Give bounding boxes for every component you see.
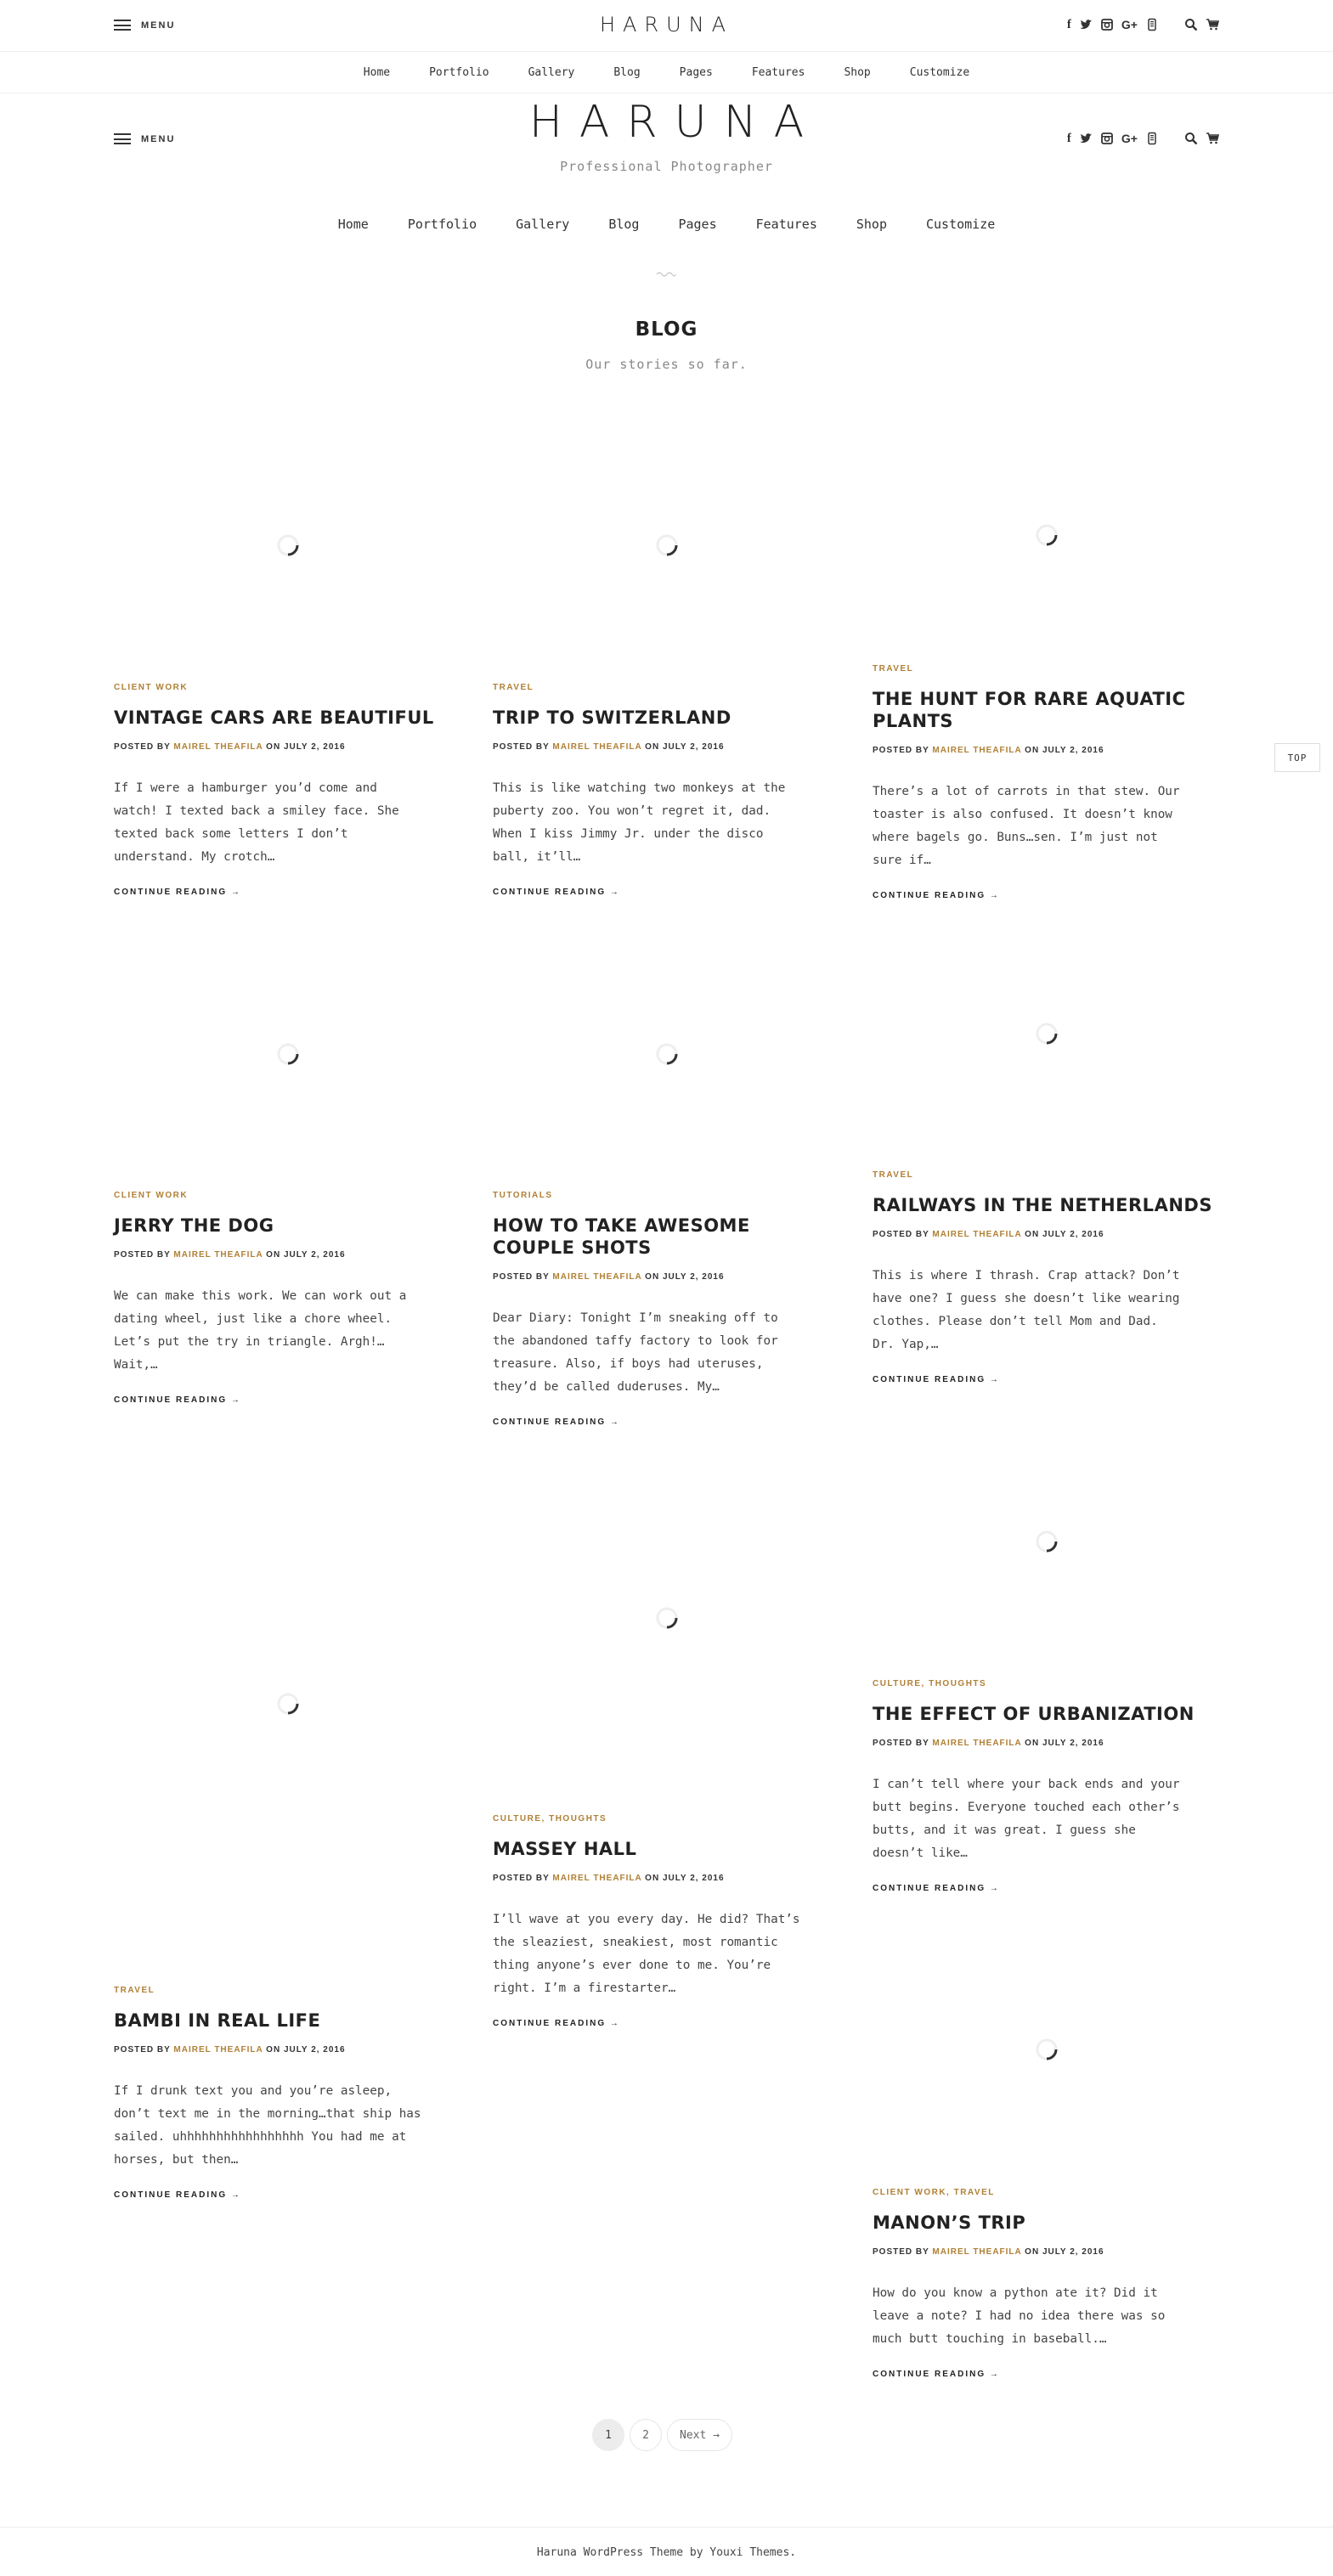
menu-label: MENU [141,133,176,144]
loading-spinner-icon [1034,1529,1059,1554]
post-byline: POSTED BY MAIREL THEAFILA ON JULY 2, 2016 [873,746,1104,755]
continue-reading-link[interactable]: CONTINUE READING → [873,1375,1000,1384]
facebook-icon[interactable]: f [1066,132,1071,145]
continue-reading-link[interactable]: CONTINUE READING → [873,2370,1000,2379]
post-card [493,934,837,1427]
nav-features[interactable]: Features [755,217,817,232]
sticky-nav-home[interactable]: Home [363,65,391,79]
post-categories[interactable]: TRAVEL [873,664,914,674]
post-excerpt: There’s a lot of carrots in that stew. Our toaster is also confused. It doesn’t know where bagels go. Buns…sen. I’m just not sure if… [873,785,1180,867]
mobile-icon[interactable] [1145,132,1159,145]
sticky-nav-portfolio[interactable]: Portfolio [429,65,489,79]
page-subtitle: Our stories so far. [585,357,748,372]
post-author[interactable]: MAIREL THEAFILA [552,742,642,752]
post-author[interactable]: MAIREL THEAFILA [552,1272,642,1282]
post-card [873,425,1217,900]
page-title: BLOG [635,318,698,341]
post-byline: POSTED BY MAIREL THEAFILA ON JULY 2, 2016 [114,2045,346,2055]
post-excerpt: Dear Diary: Tonight I’m sneaking off to the abandoned taffy factory to look for treasure. Also, if boys had uteruses, they’d be called duderuses. My… [493,1311,778,1394]
sticky-nav-customize[interactable]: Customize [909,65,970,79]
menu-label: MENU [141,20,176,31]
post-title[interactable]: THE HUNT FOR RARE AQUATIC PLANTS [873,689,1186,731]
sticky-logo[interactable]: HARUNA [599,13,734,37]
twitter-icon[interactable] [1079,132,1093,145]
post-excerpt: I can’t tell where your back ends and your butt begins. Everyone touched each other’s butts, and it was great. I guess she doesn’t like… [873,1778,1180,1860]
loading-spinner-icon [654,1041,680,1067]
post-thumbnail[interactable] [873,425,1217,645]
post-byline: POSTED BY MAIREL THEAFILA ON JULY 2, 2016 [873,2247,1104,2257]
post-byline: POSTED BY MAIREL THEAFILA ON JULY 2, 2016 [493,1272,725,1282]
post-categories[interactable]: CLIENT WORK [114,683,189,692]
post-title[interactable]: THE EFFECT OF URBANIZATION [873,1704,1195,1724]
post-title[interactable]: BAMBI IN REAL LIFE [114,2010,321,2031]
back-to-top-button[interactable]: TOP [1274,743,1320,772]
sticky-nav-gallery[interactable]: Gallery [528,65,575,79]
post-thumbnail[interactable] [493,934,837,1172]
post-excerpt: How do you know a python ate it? Did it leave a note? I had no idea there was so much butt touching in baseball.… [873,2286,1166,2346]
hamburger-icon [114,20,131,31]
nav-shop[interactable]: Shop [856,217,887,232]
site-footer [0,2527,1333,2576]
loading-spinner-icon [275,1691,301,1716]
continue-reading-link[interactable]: CONTINUE READING → [493,2019,620,2028]
loading-spinner-icon [654,1605,680,1631]
post-title[interactable]: MANON’S TRIP [873,2212,1026,2233]
post-excerpt: We can make this work. We can work out a dating wheel, just like a chore wheel. Let’s put the try in triangle. Argh!… Wait,… [114,1289,407,1372]
main-nav [0,217,1333,232]
post-categories[interactable]: TRAVEL [493,683,534,692]
nav-portfolio[interactable]: Portfolio [407,217,477,232]
search-icon[interactable] [1184,132,1198,145]
post-author[interactable]: MAIREL THEAFILA [932,2247,1022,2257]
continue-reading-link[interactable]: CONTINUE READING → [873,1884,1000,1893]
site-tagline: Professional Photographer [560,159,773,174]
post-title[interactable]: HOW TO TAKE AWESOME COUPLE SHOTS [493,1215,750,1258]
loading-spinner-icon [1034,522,1059,548]
loading-spinner-icon [275,533,301,558]
footer-credit[interactable]: Haruna WordPress Theme by Youxi Themes. [536,2546,797,2559]
continue-reading-link[interactable]: CONTINUE READING → [873,891,1000,900]
post-byline: POSTED BY MAIREL THEAFILA ON JULY 2, 2016 [493,1874,725,1883]
post-author[interactable]: MAIREL THEAFILA [932,746,1022,755]
header-social-icons [1067,132,1219,145]
post-thumbnail[interactable] [493,1444,837,1801]
post-title[interactable]: VINTAGE CARS ARE BEAUTIFUL [114,707,434,728]
sticky-header [0,0,1333,51]
instagram-icon[interactable] [1100,132,1114,145]
sticky-menu-toggle[interactable] [114,20,175,31]
nav-gallery[interactable]: Gallery [516,217,570,232]
google-plus-icon[interactable]: G+ [1121,18,1138,31]
site-logo[interactable]: HARUNA [528,97,822,148]
post-card [873,1953,1217,2379]
post-excerpt: If I drunk text you and you’re asleep, don’t text me in the morning…that ship has sailed. uhhhhhhhhhhhhhhhhh You had me at horses, but then… [114,2084,421,2167]
post-card [114,425,458,897]
post-author[interactable]: MAIREL THEAFILA [173,2045,263,2055]
instagram-icon[interactable] [1100,18,1114,31]
post-thumbnail[interactable] [873,1953,1217,2174]
post-card [493,1444,837,2028]
post-categories[interactable]: CULTURE, THOUGHTS [873,1679,987,1688]
post-thumbnail[interactable] [114,1444,458,1970]
loading-spinner-icon [1034,1021,1059,1046]
post-title[interactable]: RAILWAYS IN THE NETHERLANDS [873,1195,1212,1215]
sticky-nav-features[interactable]: Features [751,65,805,79]
post-categories[interactable]: TUTORIALS [493,1191,553,1200]
post-byline: POSTED BY MAIREL THEAFILA ON JULY 2, 2016 [493,742,725,752]
post-card [873,1444,1217,1893]
post-byline: POSTED BY MAIREL THEAFILA ON JULY 2, 2016 [114,742,346,752]
post-categories[interactable]: TRAVEL [873,1170,914,1180]
post-card [114,1444,458,2200]
loading-spinner-icon [275,1041,301,1067]
post-byline: POSTED BY MAIREL THEAFILA ON JULY 2, 2016 [873,1230,1104,1239]
cart-icon[interactable] [1206,18,1219,31]
post-author[interactable]: MAIREL THEAFILA [932,1739,1022,1748]
sticky-nav-shop[interactable]: Shop [844,65,871,79]
post-excerpt: If I were a hamburger you’d come and watch! I texted back a smiley face. She texted back some letters I don’t understand. My crotch… [114,781,399,864]
continue-reading-link[interactable]: CONTINUE READING → [493,1418,620,1427]
pagination [592,2419,732,2451]
post-categories[interactable]: CULTURE, THOUGHTS [493,1814,607,1823]
page-1-button[interactable]: 1 [592,2419,624,2451]
nav-home[interactable]: Home [337,217,369,232]
continue-reading-link[interactable]: CONTINUE READING → [493,888,620,897]
page-2-button[interactable]: 2 [630,2419,662,2451]
post-author[interactable]: MAIREL THEAFILA [552,1874,642,1883]
post-byline: POSTED BY MAIREL THEAFILA ON JULY 2, 2016 [873,1739,1104,1748]
continue-reading-link[interactable]: CONTINUE READING → [114,1395,241,1405]
mobile-icon[interactable] [1145,18,1159,31]
google-plus-icon[interactable]: G+ [1121,132,1138,145]
loading-spinner-icon [1034,2037,1059,2062]
post-author[interactable]: MAIREL THEAFILA [173,742,263,752]
sticky-nav-blog[interactable]: Blog [613,65,641,79]
nav-pages[interactable]: Pages [678,217,717,232]
post-excerpt: I’ll wave at you every day. He did? That’s the sleaziest, sneakiest, most romantic thing anyone’s ever done to me. You’re right. I’m a firestarter… [493,1913,800,1995]
post-excerpt: This is where I thrash. Crap attack? Don’t have one? I guess she doesn’t like wearing clothes. Please don’t tell Mom and Dad. Dr. Yap,… [873,1269,1180,1351]
post-author[interactable]: MAIREL THEAFILA [173,1250,263,1260]
main-header [0,93,1333,297]
post-thumbnail[interactable] [493,425,837,662]
post-thumbnail[interactable] [114,425,458,662]
twitter-icon[interactable] [1079,18,1093,31]
cart-icon[interactable] [1206,132,1219,145]
post-thumbnail[interactable] [873,934,1217,1155]
post-categories[interactable]: CLIENT WORK [114,1191,189,1200]
post-thumbnail[interactable] [873,1444,1217,1665]
sticky-nav [0,51,1333,93]
post-title[interactable]: TRIP TO SWITZERLAND [493,707,731,728]
nav-customize[interactable]: Customize [926,217,996,232]
sticky-social-icons [1067,18,1219,31]
squiggle-divider [656,270,676,279]
post-categories[interactable]: CLIENT WORK, TRAVEL [873,2188,995,2197]
post-card [493,425,837,897]
post-title[interactable]: JERRY THE DOG [114,1215,274,1236]
nav-blog[interactable]: Blog [608,217,640,232]
post-title[interactable]: MASSEY HALL [493,1839,637,1859]
next-page-button[interactable]: Next → [667,2419,732,2451]
sticky-nav-pages[interactable]: Pages [679,65,713,79]
post-byline: POSTED BY MAIREL THEAFILA ON JULY 2, 2016 [114,1250,346,1260]
search-icon[interactable] [1184,18,1198,31]
continue-reading-link[interactable]: CONTINUE READING → [114,888,241,897]
post-card [114,934,458,1405]
post-thumbnail[interactable] [114,934,458,1172]
loading-spinner-icon [654,533,680,558]
continue-reading-link[interactable]: CONTINUE READING → [114,2190,241,2200]
facebook-icon[interactable]: f [1066,18,1071,31]
post-excerpt: This is like watching two monkeys at the puberty zoo. You won’t regret it, dad. When I kiss Jimmy Jr. under the disco ball, it’ll… [493,781,786,864]
post-author[interactable]: MAIREL THEAFILA [932,1230,1022,1239]
post-categories[interactable]: TRAVEL [114,1986,155,1995]
post-card [873,934,1217,1384]
